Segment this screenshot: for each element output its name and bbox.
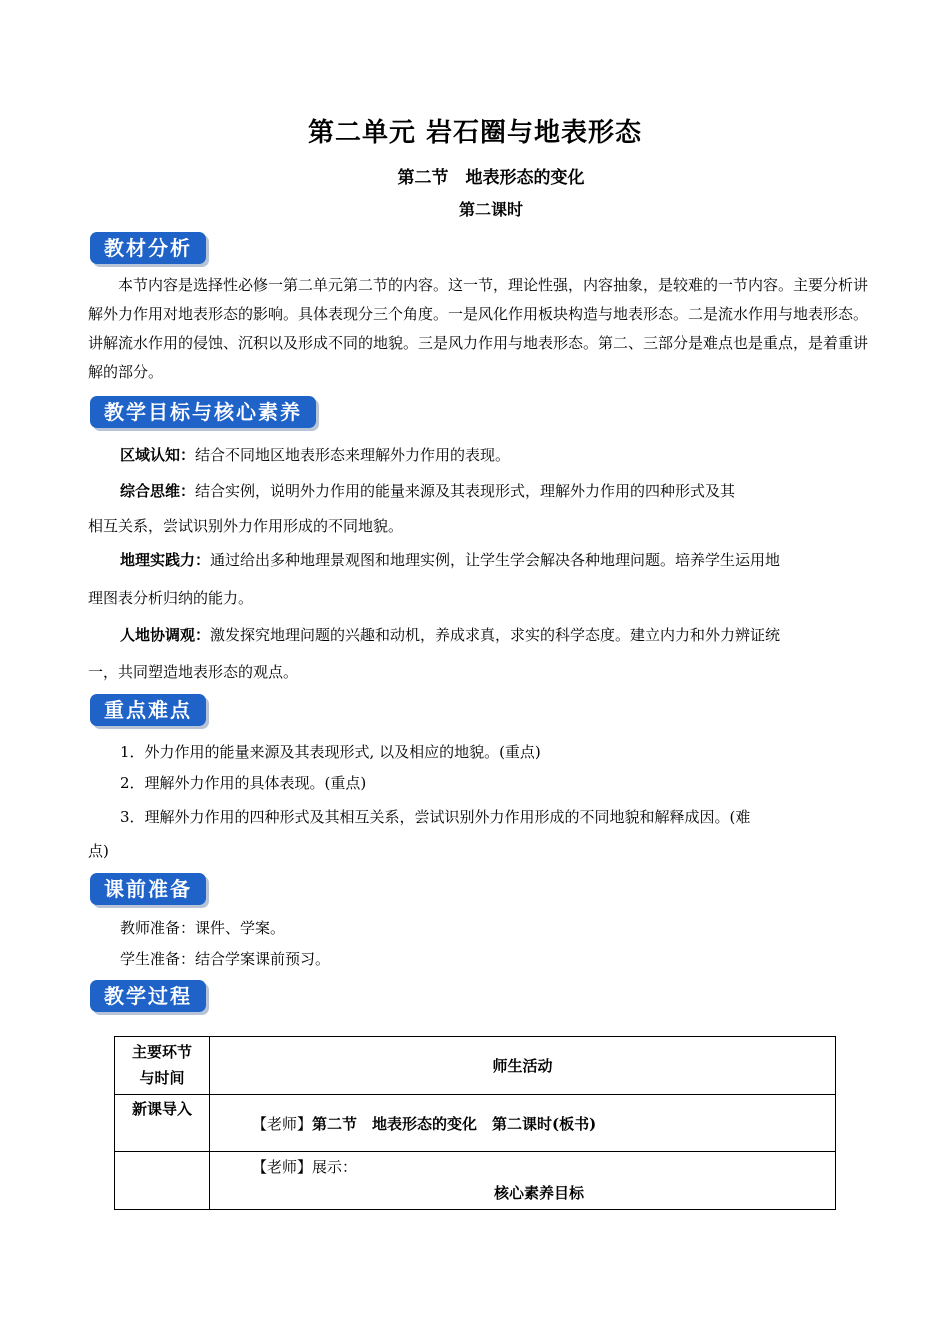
table-header-activity: 师生活动 <box>210 1037 836 1095</box>
goal-label: 综合思维： <box>120 482 196 500</box>
analysis-paragraph: 本节内容是选择性必修一第二单元第二节的内容。这一节，理论性强，内容抽象，是较难的一节内容。主要分析讲解外力作用对地表形态的影响。具体表现分三个角度。一是风化作用板块构造与地表形态。二是流水作用与地表形态。讲解流水作用的侵蚀、沉积以及形成不同的地貌。三是风力作用与地表形态。第二、三部分是难点也是重点，是着重讲解的部分。 <box>88 276 869 381</box>
prep-student: 学生准备：结合学案课前预习。 <box>120 950 331 968</box>
section-title: 第二节 地表形态的变化 <box>397 168 585 188</box>
table-cell-stage <box>115 1152 210 1210</box>
key-point-1: 1．外力作用的能量来源及其表现形式, 以及相应的地貌。(重点) <box>120 743 541 761</box>
table-header-stage: 主要环节 与时间 <box>115 1037 210 1095</box>
page-title: 第二单元 岩石圈与地表形态 <box>307 118 643 148</box>
goal-text-cont: 相互关系，尝试识别外力作用形成的不同地貌。 <box>88 517 404 535</box>
goal-synthesis <box>120 480 880 501</box>
table-cell-activity: 【老师】展示： 核心素养目标 <box>210 1152 836 1210</box>
badge-key-points: 重点难点 <box>90 694 206 726</box>
goal-text: 激发探究地理问题的兴趣和动机，养成求真，求实的科学态度。建立内力和外力辨证统 <box>210 626 781 644</box>
goal-text: 结合实例，说明外力作用的能量来源及其表现形式，理解外力作用的四种形式及其 <box>195 482 736 500</box>
goal-label: 地理实践力： <box>120 551 211 569</box>
goal-label: 人地协调观： <box>120 626 211 644</box>
badge-goals: 教学目标与核心素养 <box>90 396 316 428</box>
table-row <box>115 1095 836 1152</box>
goal-text: 结合不同地区地表形态来理解外力作用的表现。 <box>195 446 511 464</box>
table-row <box>115 1152 836 1210</box>
table-cell-stage: 新课导入 <box>115 1095 210 1152</box>
badge-prep: 课前准备 <box>90 873 206 905</box>
goal-harmony <box>120 624 880 645</box>
table-cell-activity: 【老师】第二节 地表形态的变化 第二课时(板书) <box>210 1095 836 1152</box>
badge-analysis: 教材分析 <box>90 232 206 264</box>
goal-text: 通过给出多种地理景观图和地理实例，让学生学会解决各种地理问题。培养学生运用地 <box>210 551 781 569</box>
lesson-title: 第二课时 <box>458 200 523 219</box>
goal-regional <box>120 444 880 465</box>
process-table <box>114 1036 836 1210</box>
prep-teacher: 教师准备：课件、学案。 <box>120 919 286 937</box>
goal-text-cont: 一，共同塑造地表形态的观点。 <box>88 663 299 681</box>
key-point-3: 3．理解外力作用的四种形式及其相互关系，尝试识别外力作用形成的不同地貌和解释成因。(难 <box>120 808 751 826</box>
table-cell-center-title: 核心素养目标 <box>494 1184 585 1202</box>
goal-label: 区域认知： <box>120 446 196 464</box>
key-point-2: 2．理解外力作用的具体表现。(重点) <box>120 774 367 792</box>
goal-practice <box>120 549 880 570</box>
table-header-row <box>115 1037 836 1095</box>
goal-text-cont: 理图表分析归纳的能力。 <box>88 589 254 607</box>
badge-process: 教学过程 <box>90 980 206 1012</box>
key-point-3-cont: 点) <box>88 842 109 860</box>
